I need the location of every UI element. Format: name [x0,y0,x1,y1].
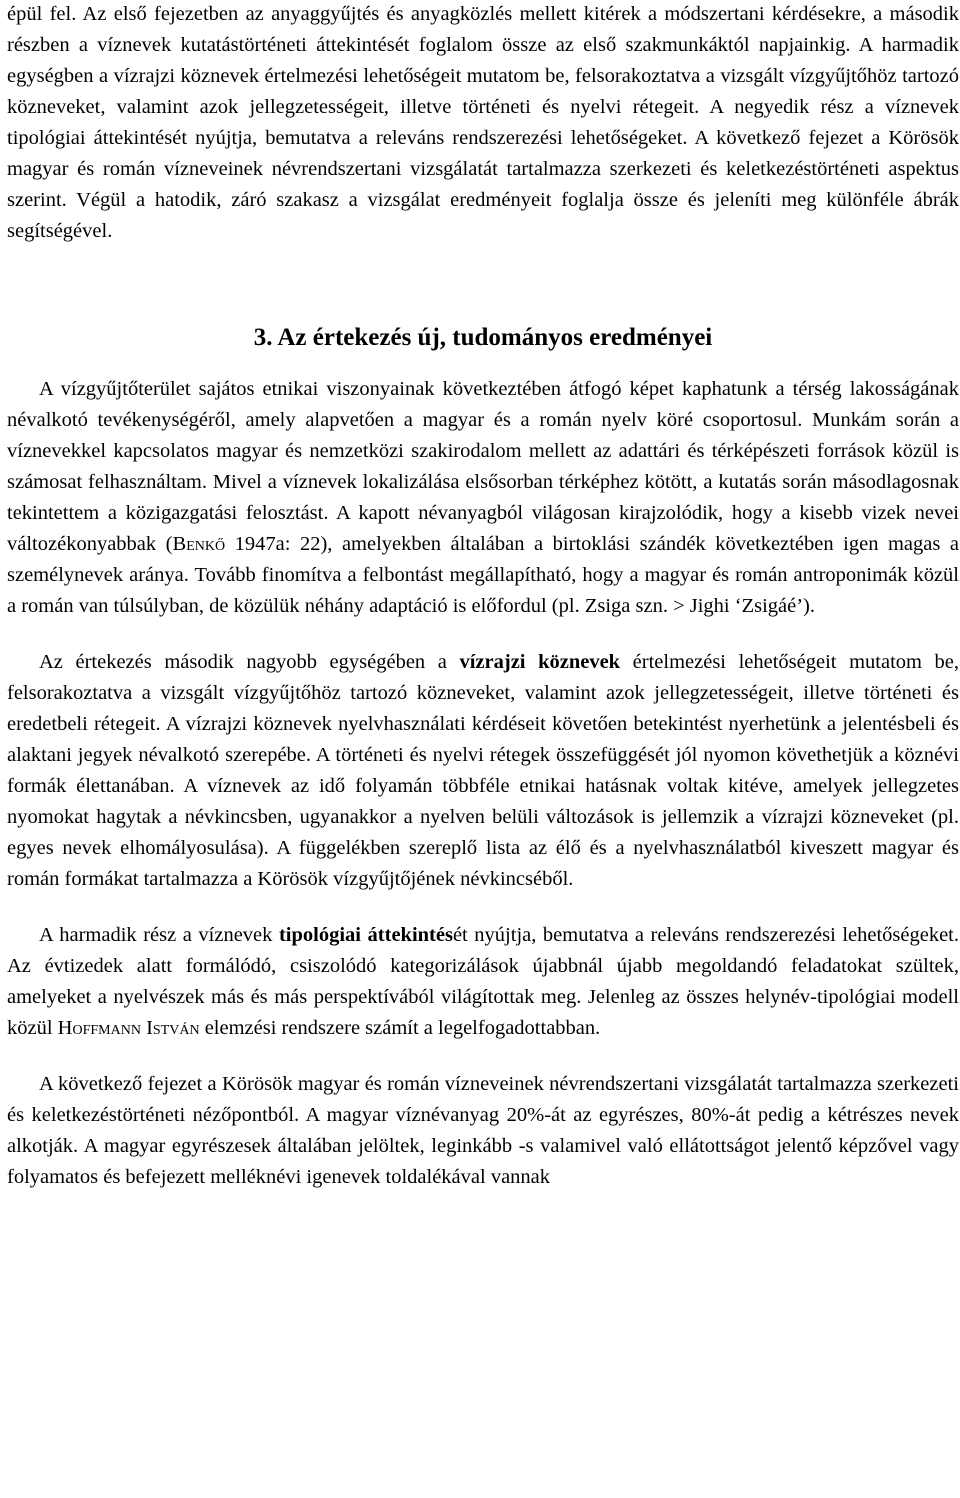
section-heading: 3. Az értekezés új, tudományos eredményei [253,324,713,351]
document-page [7,0,959,1193]
bold-term: tipológiai áttekintés [278,924,453,946]
text-run: 1947a: 22), amelyekben általában a birtoklási szándék következtében igen magas a személynevek aránya. Tovább finomítva a felbontást megállapítható, hogy a magyar és román antroponimák közül a román van túlsúlyban, de közülük néhány adaptáció is előfordul (pl. Zsiga szn. > Jighi ‘Zsigáé’). [7,533,959,617]
author-name: Benkő [172,533,226,555]
text-run: Az értekezés második nagyobb egységében a [39,651,460,673]
paragraph-results-4: A következő fejezet a Körösök magyar és román vízneveinek névrendszertani vizsgálatát tartalmazza szerkezeti és keletkezéstörténeti nézőpontból. A magyar víznévanyag 20%-át az egyrészes, 80%-át pedig a kétrészes nevek alkotják. A magyar egyrészesek általában jelöltek, leginkább -s valamivel való ellátottságot jelentő képzővel vagy folyamatos és befejezett melléknévi igenevek toldalékával vannak [7,1073,959,1188]
intro-paragraph: épül fel. Az első fejezetben az anyaggyűjtés és anyagközlés mellett kitérek a módszertani kérdésekre, a második részben a víznevek kutatástörténeti áttekintését foglalom össze az első szakmunkáktól napjainkig. A harmadik egységben a vízrajzi köznevek értelmezési lehetőségeit mutatom be, felsorakoztatva a vizsgált vízgyűjtőhöz tartozó közneveket, valamint azok jellegzetességeit, illetve történeti és nyelvi rétegeit. A negyedik rész a víznevek tipológiai áttekintését nyújtja, bemutatva a releváns rendszerezési lehetőségeket. A következő fejezet a Körösök magyar és román vízneveinek névrendszertani vizsgálatát tartalmazza szerkezeti és keletkezéstörténeti aspektus szerint. Végül a hatodik, záró szakasz a vizsgálat eredményeit foglalja össze és jeleníti meg különféle ábrák segítségével. [7,3,959,242]
text-run: A vízgyűjtőterület sajátos etnikai viszonyainak következtében átfogó képet kaphatunk a térség lakosságának névalkotó tevékenységéről, amely alapvetően a magyar és a román nyelv köré csoportosul. Munkám során a víznevekkel kapcsolatos magyar és nemzetközi szakirodalom mellett az adattári és térképészeti források közül is számosat felhasználtam. Mivel a víznevek lokalizálása elsősorban térképhez kötött, a kutatás során másodlagosnak tekintettem a közigazgatási felosztást. A kapott névanyagból világosan kirajzolódik, hogy a kisebb vizek nevei változékonyabbak ( [7,378,959,555]
paragraph-results-3 [7,920,959,1044]
text-run: A harmadik rész a víznevek [39,924,279,946]
paragraph-results-2 [7,647,959,895]
section-heading-wrap [7,322,959,353]
text-run: elemzési rendszere számít a legelfogadottabban. [199,1017,601,1039]
text-run: értelmezési lehetőségeit mutatom be, felsorakoztatva a vizsgált vízgyűjtőhöz tartozó közneveket, valamint azok jellegzetességeit, illetve történeti és eredetbeli rétegeit. A vízrajzi köznevek nyelvhasználati kérdéseit követően betekintést nyerhetünk a jelentésbeli és alaktani jegyek névalkotó szerepébe. A történeti és nyelvi rétegek összefüggését jól nyomon követhetjük a köznévi formák élettanában. A víznevek az idő folyamán többféle etnikai hatásnak voltak kitéve, amelyek jellegzetes nyomokat hagytak a névkincsben, ugyanakkor a nyelven belüli változások is jellemzik a vízrajzi közneveket (pl. egyes nevek elhomályosulása). A függelékben szereplő lista az élő és a nyelvhasználatból kiveszett magyar és román formákat tartalmazza a Körösök vízgyűjtőjének névkincséből. [7,651,960,890]
paragraph-results-1 [7,374,959,622]
bold-term: vízrajzi köznevek [459,651,621,673]
text-run: ét nyújtja, bemutatva a releváns rendszerezési lehetőségeket. Az évtizedek alatt formálódó, csiszolódó kategorizálások újabbnál újabb megoldandó feladatokat szültek, amelyeket a nyelvészek más és más perspektívából világítottak meg. Jelenleg az összes helynév-tipológiai modell közül [7,924,960,1039]
author-name: Hoffmann István [57,1017,200,1039]
